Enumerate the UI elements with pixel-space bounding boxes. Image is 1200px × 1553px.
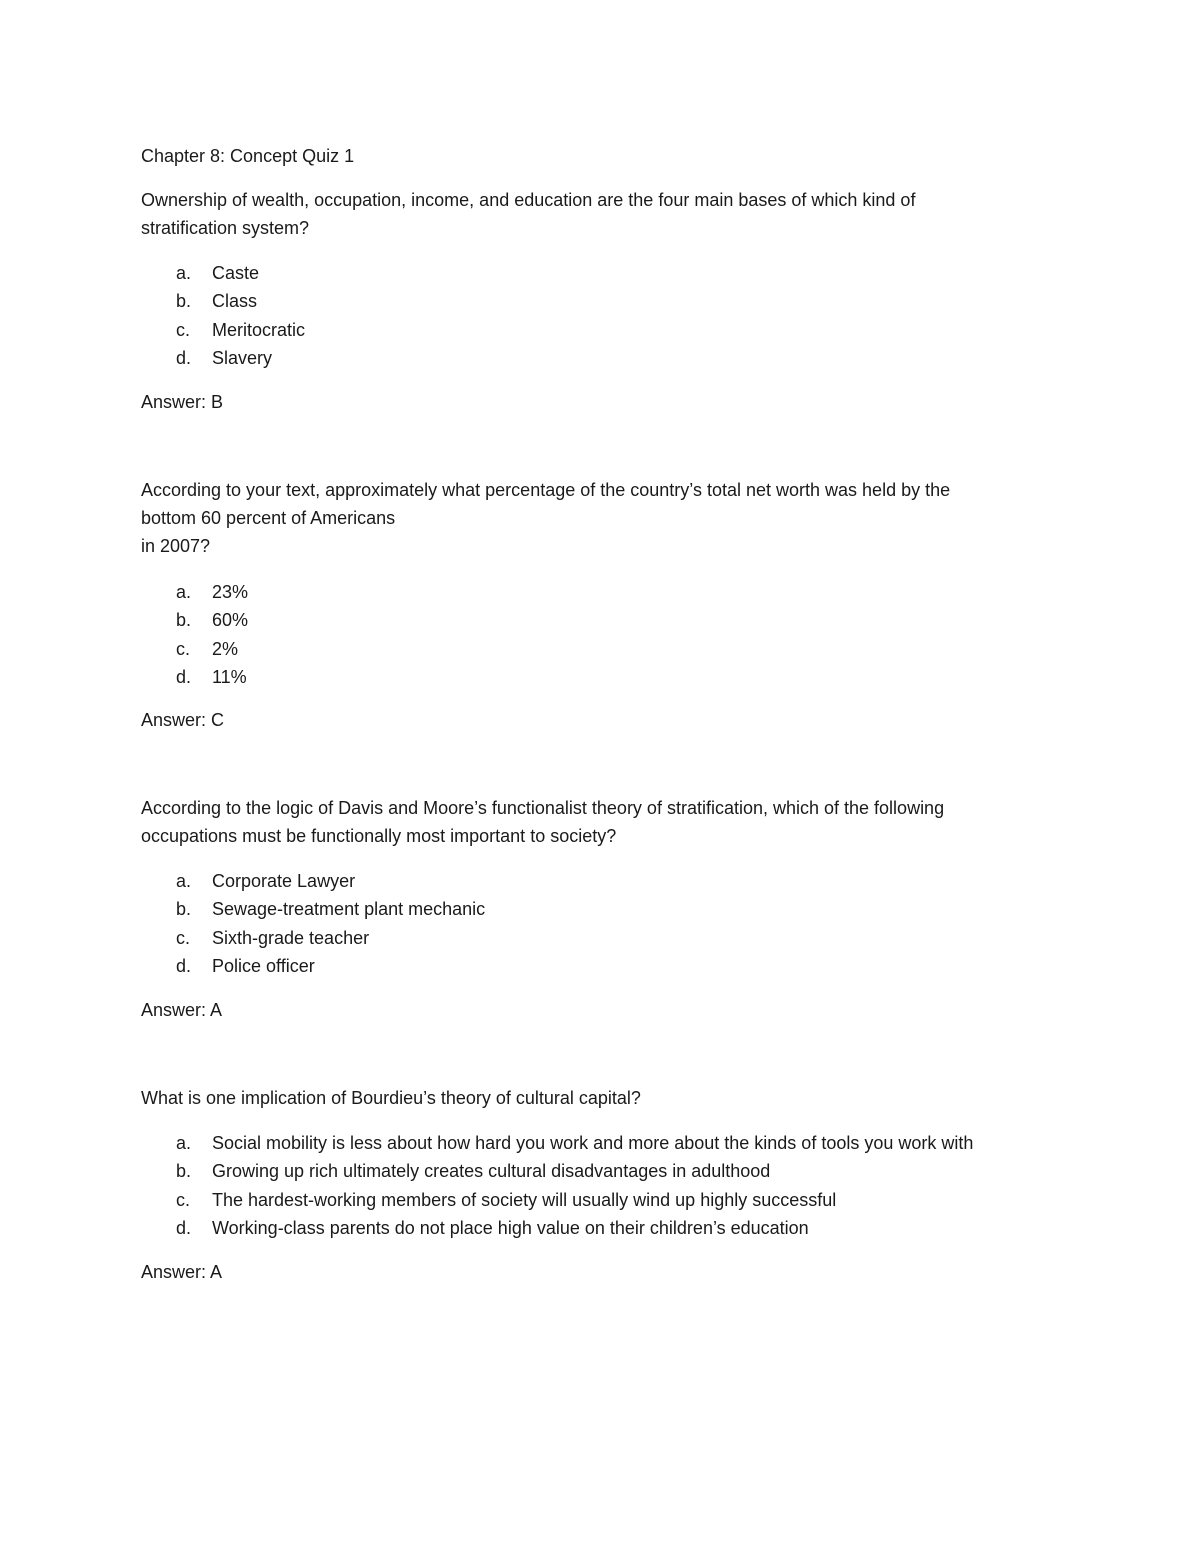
option-text: Sewage-treatment plant mechanic <box>212 899 486 920</box>
option-text: Police officer <box>212 955 315 976</box>
option-letter: b. <box>176 899 192 920</box>
option-item <box>176 635 1076 663</box>
option-text: 11% <box>212 666 247 687</box>
option-letter: c. <box>176 1189 191 1210</box>
option-text: Meritocratic <box>212 319 306 340</box>
option-letter: d. <box>176 1217 192 1238</box>
option-letter: a. <box>176 582 192 602</box>
question-1-options <box>176 259 1076 372</box>
question-line: stratification system? <box>141 218 310 238</box>
option-item <box>176 895 1076 923</box>
option-item <box>176 924 1076 952</box>
question-4-answer: Answer: A <box>141 1262 223 1282</box>
question-line: According to the logic of Davis and Moore’s functionalist theory of stratification, which of the following <box>141 798 945 818</box>
option-item <box>176 1186 1076 1214</box>
option-item <box>176 344 1076 372</box>
question-line: bottom 60 percent of Americans <box>141 508 396 528</box>
question-4-options <box>176 1129 1076 1242</box>
option-item <box>176 1214 1076 1242</box>
question-line: What is one implication of Bourdieu’s theory of cultural capital? <box>141 1088 641 1108</box>
option-letter: b. <box>176 1161 192 1182</box>
option-text: Class <box>212 291 258 312</box>
question-line: Ownership of wealth, occupation, income, and education are the four main bases of which kind of <box>141 190 916 210</box>
option-text: 2% <box>212 638 239 659</box>
question-4-text <box>141 1084 1081 1112</box>
option-item <box>176 316 1076 344</box>
option-text: Corporate Lawyer <box>212 871 356 891</box>
option-item <box>176 1129 1076 1157</box>
question-3-answer: Answer: A <box>141 1000 223 1020</box>
option-text: Slavery <box>212 347 273 368</box>
option-text: 23% <box>212 582 249 602</box>
question-3-options <box>176 867 1076 980</box>
option-letter: b. <box>176 610 192 631</box>
option-letter: d. <box>176 347 192 368</box>
option-item <box>176 259 1076 287</box>
question-3-text <box>141 794 1081 850</box>
option-item <box>176 578 1076 606</box>
question-1-text <box>141 186 1081 242</box>
document-title: Chapter 8: Concept Quiz 1 <box>141 146 355 166</box>
option-letter: c. <box>176 319 191 340</box>
option-letter: d. <box>176 666 192 687</box>
question-1-answer: Answer: B <box>141 392 224 412</box>
option-item <box>176 606 1076 634</box>
option-letter: a. <box>176 1133 192 1153</box>
question-line: occupations must be functionally most important to society? <box>141 826 617 846</box>
option-text: The hardest-working members of society will usually wind up highly successful <box>212 1189 837 1210</box>
option-text: Caste <box>212 263 260 283</box>
option-text: 60% <box>212 610 249 631</box>
option-letter: b. <box>176 291 192 312</box>
option-item <box>176 663 1076 691</box>
question-2-options <box>176 578 1076 691</box>
option-item <box>176 952 1076 980</box>
option-item <box>176 287 1076 315</box>
option-item <box>176 1157 1076 1185</box>
option-letter: c. <box>176 638 191 659</box>
option-letter: d. <box>176 955 192 976</box>
question-line: in 2007? <box>141 536 211 556</box>
option-item <box>176 867 1076 895</box>
question-2-answer: Answer: C <box>141 710 225 730</box>
question-2-text <box>141 476 1081 560</box>
option-letter: a. <box>176 871 192 891</box>
option-text: Sixth-grade teacher <box>212 927 370 948</box>
option-text: Growing up rich ultimately creates cultural disadvantages in adulthood <box>212 1161 771 1182</box>
option-letter: a. <box>176 263 192 283</box>
option-letter: c. <box>176 927 191 948</box>
question-line: According to your text, approximately what percentage of the country’s total net worth was held by the <box>141 480 951 500</box>
option-text: Working-class parents do not place high value on their children’s education <box>212 1217 809 1238</box>
option-text: Social mobility is less about how hard you work and more about the kinds of tools you work with <box>212 1133 974 1153</box>
